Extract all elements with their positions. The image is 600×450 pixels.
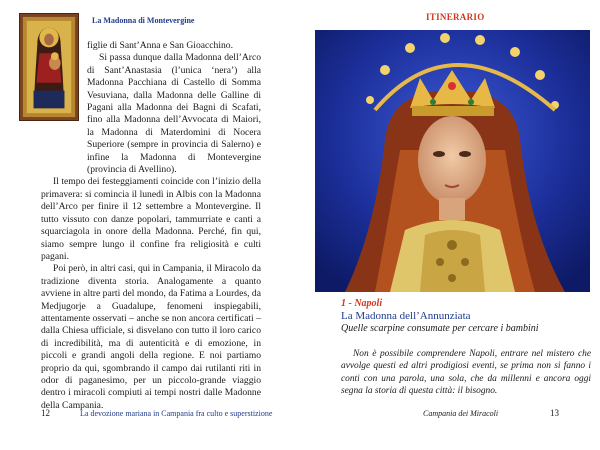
paragraph-2: Si passa dunque dalla Madonna dell’Arco di Sant’Anastasia (l’unica ‘nera’) alla Madonna Pacchiana di Castello di Somma Vesuviana, dalla Madonna delle Galline di Pagani alla Madonna dei Bagni di Scafati, fino alla Madonna dell’Avvocata di Maiori, la Madonna di Materdomini di Nocera Superiore (sempre in provincia di Salerno) e infine la Madonna di Montevergine (provincia di Avellino). <box>87 52 261 176</box>
left-body-text <box>41 40 261 412</box>
paragraph-3: Il tempo dei festeggiamenti coincide con l’inizio della primavera: si comincia il lunedì in Albis con la Madonna dell’Arco per finire il 12 settembre a Montevergine. Il tutto vissuto con danze popolari, tammurriate e canti a squarciagola in onore della Madonna. Perché, fin qui, siamo sempre lungo il confine fra religiosità e culti pagani. <box>41 176 261 262</box>
running-head-right: ITINERARIO <box>426 12 485 22</box>
paragraph-4: Poi però, in altri casi, qui in Campania, il Miracolo da tradizione diventa storia. Analogamente a quanto avviene in altre parti del mondo, da Fatima a Lourdes, da Medjugorje a Guadalupe, fenomeni inspiegabili, attentamente osservati – anche se non ancora certificati – dalla Chiesa ufficiale, si disvelano con tutto il loro carico di incredibilità, ma di autenticità e di emozione, in piccoli e grandi angoli della regione. E noi partiamo proprio da qui, sgombrando il campo dai rutilanti riti in odor di paganesimo, per un piccolo-grande viaggio dentro i miracoli compiuti ai tempi nostri dalle Madonne della Campania. <box>41 263 261 411</box>
running-head-left: La Madonna di Montevergine <box>92 16 195 25</box>
caption-title: La Madonna dell’Annunziata <box>341 310 471 322</box>
caption-number: 1 - Napoli <box>341 298 383 309</box>
footer-right: Campania dei Miracoli <box>423 409 499 418</box>
right-page <box>300 0 600 450</box>
footer-left: La devozione mariana in Campania fra culto e superstizione <box>80 409 273 418</box>
page-number-left: 12 <box>41 408 50 418</box>
intro-text <box>341 348 591 398</box>
paragraph-1: figlie di Sant’Anna e San Gioacchino. <box>87 40 234 51</box>
madonna-statue-photo <box>315 30 590 292</box>
caption-subtitle: Quelle scarpine consumate per cercare i bambini <box>341 323 539 334</box>
page-number-right: 13 <box>550 408 559 418</box>
intro-paragraph: Non è possibile comprendere Napoli, entrare nel mistero che avvolge questi ed altri prodigiosi eventi, se prima non si fanno i conti con una parola, una sola, che da millenni e ancora oggi segna la storia di questa città: il bisogno. <box>341 349 591 397</box>
